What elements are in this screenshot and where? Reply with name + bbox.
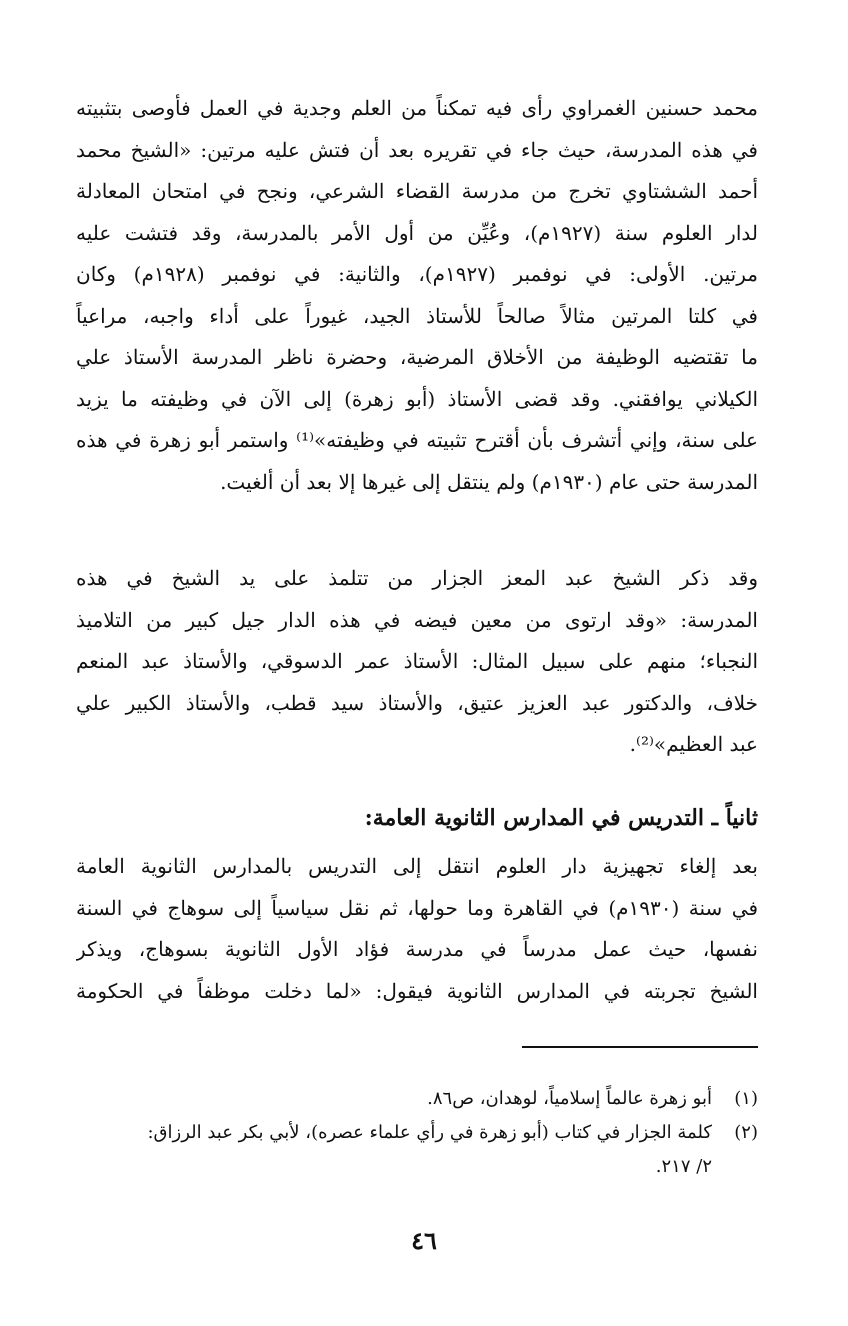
text-line: في سنة (١٩٣٠م) في القاهرة وما حولها، ثم نقل سياسياً إلى سوهاج في السنة: [76, 895, 758, 920]
footnote-number: (١): [734, 1088, 758, 1109]
text-line: محمد حسنين الغمراوي رأى فيه تمكناً من العلم وجدية في العمل فأوصى بتثبيته: [76, 96, 758, 120]
text-line: أحمد الششتاوي تخرج من مدرسة القضاء الشرعي، ونجح في امتحان المعادلة: [76, 179, 758, 203]
footnote-separator: [522, 1046, 758, 1048]
footnotes: [76, 1082, 758, 1184]
text-line: على سنة، وإني أتشرف بأن أقترح تثبيته في وظيفته»⁽¹⁾ واستمر أبو زهرة في هذه: [76, 428, 758, 452]
paragraph-students: [76, 558, 758, 766]
footnote-item: [76, 1116, 758, 1150]
text-line: لدار العلوم سنة (١٩٢٧م)، وعُيِّن من أول الأمر بالمدرسة، وقد فتشت عليه: [76, 220, 758, 245]
text-line: نفسها، حيث عمل مدرساً في مدرسة فؤاد الأول الثانوية بسوهاج، ويذكر: [76, 937, 758, 961]
text-line: ما تقتضيه الوظيفة من الأخلاق المرضية، وحضرة ناظر المدرسة الأستاذ علي: [76, 345, 758, 369]
paragraph-biography: [76, 88, 758, 503]
text-line: الشيخ تجربته في المدارس الثانوية فيقول: «لما دخلت موظفاً في الحكومة: [76, 978, 758, 1003]
text-line: في هذه المدرسة، حيث جاء في تقريره بعد أن فتش عليه مرتين: «الشيخ محمد: [76, 137, 758, 162]
footnote-spacer: [712, 1150, 758, 1184]
footnote-item: [76, 1082, 758, 1116]
text-line: مرتين. الأولى: في نوفمبر (١٩٢٧م)، والثانية: في نوفمبر (١٩٢٨م) وكان: [76, 262, 758, 286]
page-number: ٤٦: [411, 1226, 437, 1255]
text-line: النجباء؛ منهم على سبيل المثال: الأستاذ عمر الدسوقي، والأستاذ عبد المنعم: [76, 649, 758, 673]
footnote-number: (٢): [734, 1122, 758, 1143]
footnote-continuation: ٢/ ٢١٧.: [655, 1156, 712, 1177]
text-line: المدرسة حتى عام (١٩٣٠م) ولم ينتقل إلى غيرها إلا بعد أن ألغيت.: [220, 469, 758, 494]
text-line: في كلتا المرتين مثالاً صالحاً للأستاذ الجيد، غيوراً على أداء واجبه، مراعياً: [76, 303, 758, 328]
section-heading: ثانياً ـ التدريس في المدارس الثانوية العامة:: [364, 805, 758, 831]
paragraph-secondary-schools: [76, 846, 758, 1012]
text-line: عبد العظيم»⁽²⁾.: [629, 732, 758, 756]
text-line: وقد ذكر الشيخ عبد المعز الجزار من تتلمذ على يد الشيخ في هذه: [76, 566, 758, 590]
footnote-item: [76, 1150, 758, 1184]
footnote-text: كلمة الجزار في كتاب (أبو زهرة في رأي علماء عصره)، لأبي بكر عبد الرزاق:: [147, 1122, 712, 1143]
footnote-text: أبو زهرة عالماً إسلامياً، لوهدان، ص٨٦.: [427, 1088, 712, 1109]
text-line: خلاف، والدكتور عبد العزيز عتيق، والأستاذ سيد قطب، والأستاذ الكبير علي: [76, 690, 758, 715]
text-line: الكيلاني يوافقني. وقد قضى الأستاذ (أبو زهرة) إلى الآن في وظيفته ما يزيد: [76, 386, 758, 411]
text-line: المدرسة: «وقد ارتوى من معين فيضه في هذه الدار جيل كبير من التلاميذ: [76, 607, 758, 632]
text-line: بعد إلغاء تجهيزية دار العلوم انتقل إلى التدريس بالمدارس الثانوية العامة: [76, 854, 758, 878]
